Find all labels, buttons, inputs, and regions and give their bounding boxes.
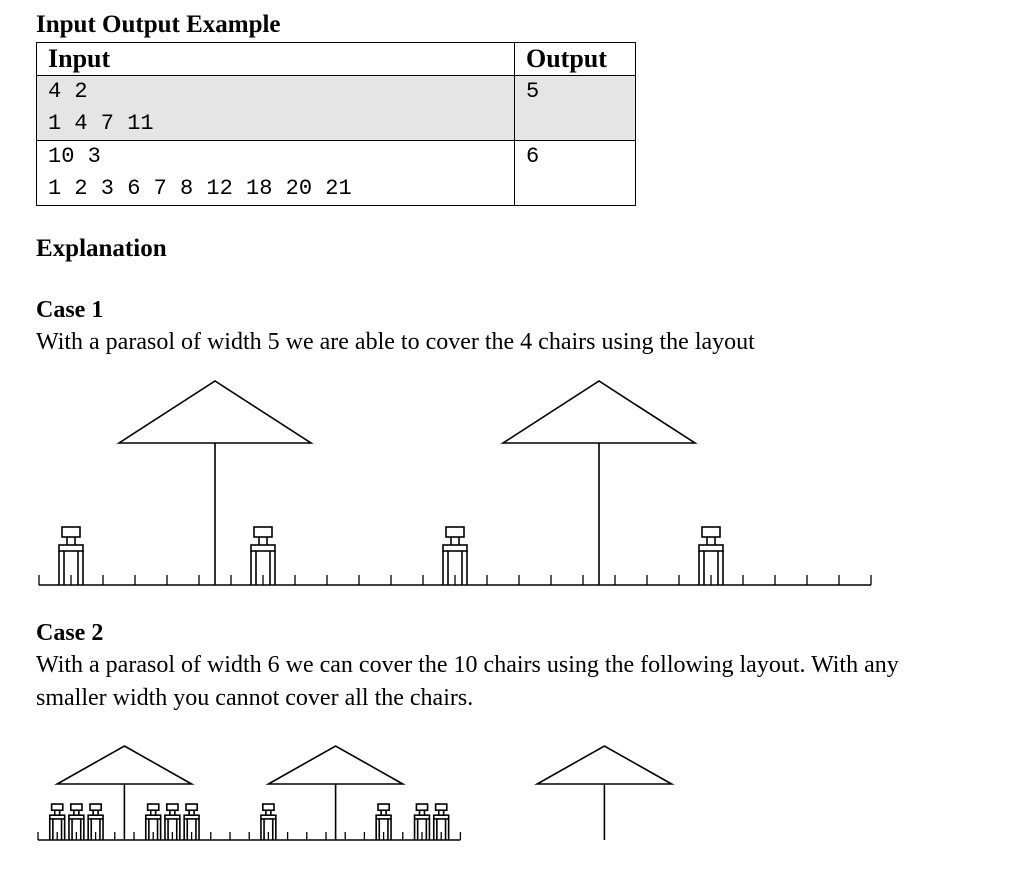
io-row-2 <box>37 141 636 206</box>
io-row-1-output: 5 <box>515 76 636 141</box>
case-2-heading: Case 2 <box>36 620 104 646</box>
input-header: Input <box>37 43 515 76</box>
case-1-figure <box>0 370 1024 595</box>
output-header: Output <box>515 43 636 76</box>
io-row-1-input-line-2: 1 4 7 11 <box>48 111 154 136</box>
parasol-canopy <box>268 746 402 784</box>
parasol-canopy <box>57 746 191 784</box>
io-row-2-input <box>37 141 515 206</box>
io-table <box>36 42 636 206</box>
io-row-1-input-line-1: 4 2 <box>48 79 88 104</box>
io-row-1-input <box>37 76 515 141</box>
case-2-text-line-2: smaller width you cannot cover all the chairs. <box>36 685 474 711</box>
io-row-2-input-line-1: 10 3 <box>48 144 101 169</box>
io-row-2-input-line-2: 1 2 3 6 7 8 12 18 20 21 <box>48 176 352 201</box>
case-2-text-line-1: With a parasol of width 6 we can cover the 10 chairs using the following layout. With any <box>36 652 899 678</box>
explanation-title: Explanation <box>36 235 167 262</box>
parasol-canopy <box>119 381 311 443</box>
io-row-2-output: 6 <box>515 141 636 206</box>
case-2-figure <box>0 736 1024 851</box>
case-1-text: With a parasol of width 5 we are able to cover the 4 chairs using the layout <box>36 329 755 355</box>
case-1-heading: Case 1 <box>36 297 104 323</box>
io-section-title: Input Output Example <box>36 11 281 38</box>
io-row-1 <box>37 76 636 141</box>
parasol-canopy <box>537 746 671 784</box>
io-header-row <box>37 43 636 76</box>
parasol-canopy <box>503 381 695 443</box>
